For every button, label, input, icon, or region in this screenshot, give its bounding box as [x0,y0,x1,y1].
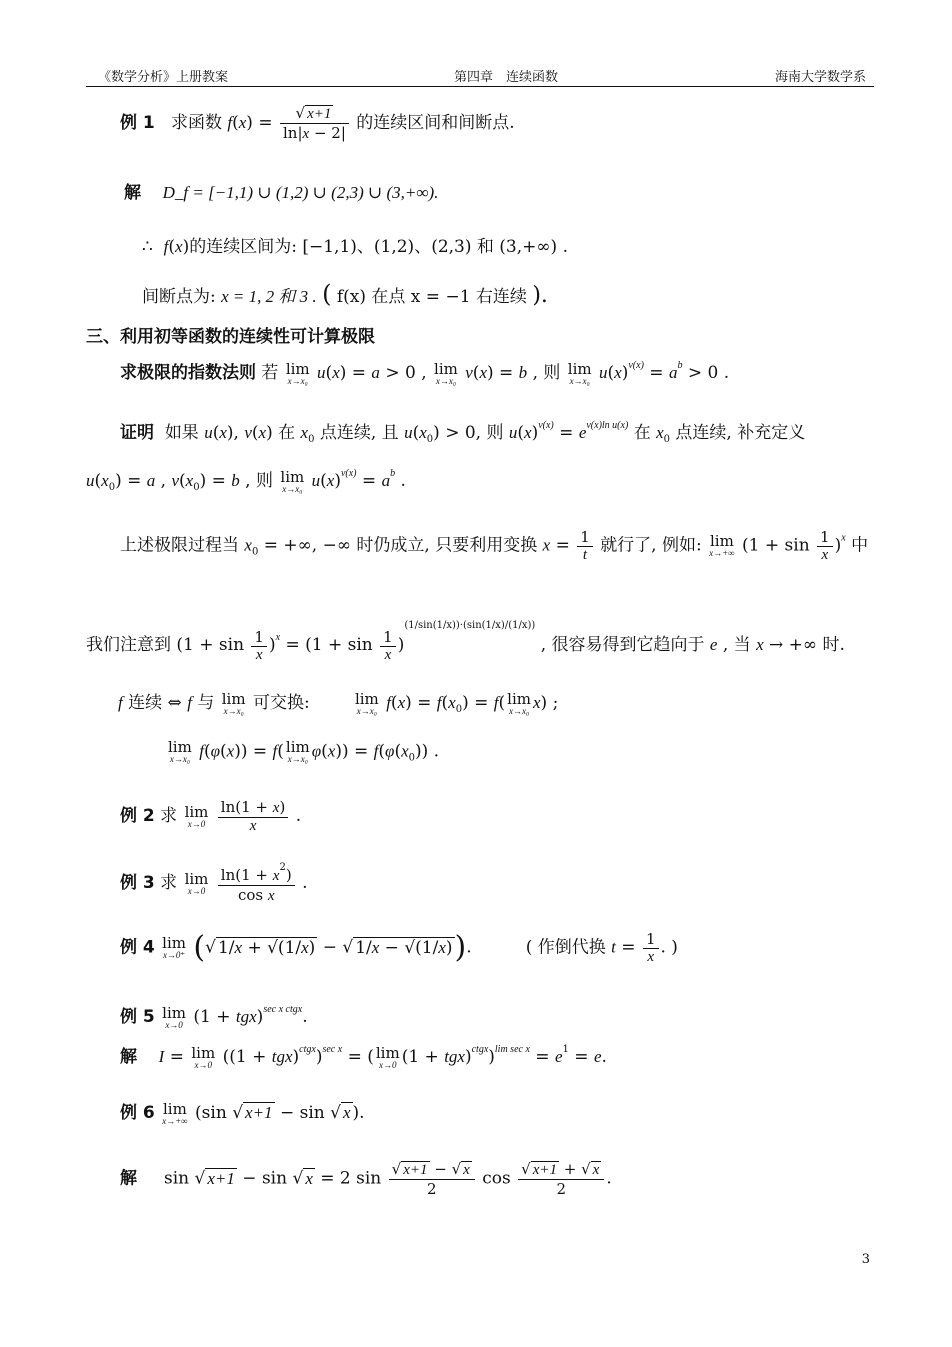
remark: 上述极限过程当 $x_0$ = +∞, −∞ 时仍成立, 只要利用变换 x = $\frac{1}{t}$ 就行了, 例如: lim x→+∞ (1 + sin $\frac{1}{x}$ )$^x$ 中 [120,528,869,563]
text: 我们注意到 [86,635,171,655]
solution-label: 解 [120,1047,137,1067]
solution-6: 解 sin √ x+1 − sin √ x = 2 sin $\frac{√ x+1 - √ x}{2}$ cos $\frac{√ x+1 + √ x}{2}$ . [120,1160,612,1198]
remark-cont: 我们注意到 (1 + sin $\frac{1}{x}$ )$^x$ = (1 + sin $\frac{1}{x}$ )$^{(1/sin(1/x))\cdot(sin(1/x)/(1/x))}$ , 很容易得到它趋向于 e , 当 x → +∞ 时. [86,620,845,663]
text: 在 [278,423,296,443]
therefore-symbol: ∴ [142,237,153,257]
text: , 则 [245,471,273,491]
fx: f [163,237,169,256]
example-label: 例 3 [120,873,155,893]
limit: lim x→x₀ [285,359,310,386]
example-2: 例 2 求 lim x→0 $\frac{\ln(1 + x)}{x}$ . [120,798,302,834]
points: x = 1, 2 和 3 . [221,287,317,306]
example-1: 例 1 求函数 f(x) = $\frac{√ x+1}{\ln|x - 2|}$ 的连续区间和间断点. [120,104,515,142]
solution-1 [124,178,874,203]
continuity-rule: f 连续 ⇔ f 与 lim x→x₀ 可交换: lim x→x₀ $f(x) = f(x_0) = f$( lim x→x₀ x) ; [118,689,559,716]
proof-label: 证明 [120,423,154,443]
continuity-composite: lim x→x₀ f(φ(x)) = f( lim x→x₀ $\varphi(x)) = f(\varphi(x_0))$ . [168,738,440,764]
text: , 很容易得到它趋向于 [540,635,705,655]
text: 若 [261,363,279,383]
proof-cont: $u(x_0) = a$ , $v(x_0) = b$ , 则 lim x→x₀ $u(x)^{v(x)} = a^b$ . [86,467,406,494]
text: 求函数 [170,113,222,133]
example-6: 例 6 lim x→+∞ (sin √ x+1 − sin √ x ). [120,1099,365,1126]
formula: f [227,113,233,132]
header-left: 《数学分析》上册教案 [98,70,229,85]
example-5: 例 5 lim x→0 (1 + tgx)$^{sec x ctgx}$. [120,1003,308,1030]
header-center: 第四章 连续函数 [454,70,559,85]
text: 时仍成立, 只要利用变换 [356,535,538,556]
limit: lim x→x₀ [280,467,305,494]
limit: lim x→x₀ [434,359,458,386]
solution-label: 解 [120,1168,137,1189]
example-label: 例 2 [120,806,155,826]
text: 点连续, 且 [319,423,399,443]
text: 间断点为: [142,287,216,307]
intervals: [−1,1)、(1,2)、(2,3) 和 (3,+∞) . [302,237,568,257]
text: 的连续区间为: [189,237,297,257]
header-right: 海南大学数学系 [774,70,866,85]
text: 中 [851,535,869,556]
solution-1-intervals: ∴ f(x)的连续区间为: [−1,1)、(1,2)、(2,3) 和 (3,+∞) . [142,237,568,257]
text: 连续 [128,693,163,713]
text: 与 [197,693,215,713]
paren: ( [322,280,332,308]
text: 上述极限过程当 [120,535,239,556]
text: , 当 [722,635,751,655]
example-label: 例 5 [120,1007,155,1027]
text: , 则 [475,423,504,443]
note: ( 作倒代换 [525,937,606,958]
exponent-rule: 求极限的指数法则 若 lim x→x₀ u(x) = a > 0 , lim x→x₀ v(x) = b , 则 lim x→x₀ $u(x)^{v(x)} = a^b > 0$ . [120,359,730,386]
solution-5: 解 I = lim x→0 $((1 + tgx)^{ctgx})^{sec x}$ = ( lim x→0 $(1 + tgx)^{ctgx})^{lim sec x} = e^1 = e$. [120,1043,607,1070]
text: 点连续, 补充定义 [675,423,806,443]
paren: ). [532,283,548,308]
text: 求 [160,806,178,826]
example-3: 例 3 求 lim x→0 $\frac{\ln(1 + x^2)}{\text{cos x}}$ . [120,862,308,904]
text: 就行了, 例如: [600,535,702,556]
solution-1-points [142,280,874,308]
example-label: 例 1 [120,113,155,133]
proof: 证明 如果 u(x), v(x) 在 $x_0$ 点连续, 且 $u(x_0) > 0$, 则 $u(x)^{v(x)} = e^{v(x)ln u(x)}$ 在 $x_0$ 点连续, 补充定义 [120,420,806,445]
domain-formula: D_f = [−1,1) ∪ (1,2) ∪ (2,3) ∪ (3,+∞). [162,183,439,202]
page-number: 3 [861,1252,870,1267]
fraction: $\frac{√ x+1}{\ln|x - 2|}$ [280,104,349,143]
text: , 则 [532,363,561,383]
page-header [86,62,874,87]
section-title: 三、利用初等函数的连续性可计算极限 [86,327,375,347]
example-label: 例 6 [120,1103,155,1123]
text: 在 [633,423,651,443]
text: 求 [160,873,178,893]
example-label: 例 4 [120,937,155,958]
example-4: 例 4 lim x→0⁺ (√ 1/x + √(1/x) − √ 1/x − √(1/x)). ( 作倒代换 t = $\frac{1}{x}$ . ) [120,930,678,965]
solution-label: 解 [124,183,141,203]
text: 时. [822,635,845,655]
rule-label: 求极限的指数法则 [120,363,256,383]
text: 可交换: [252,693,310,713]
text: 如果 [164,423,199,443]
limit: lim x→x₀ [567,359,592,386]
text: 的连续区间和间断点. [356,113,515,133]
note: f(x) 在点 x = −1 右连续 [336,287,527,307]
